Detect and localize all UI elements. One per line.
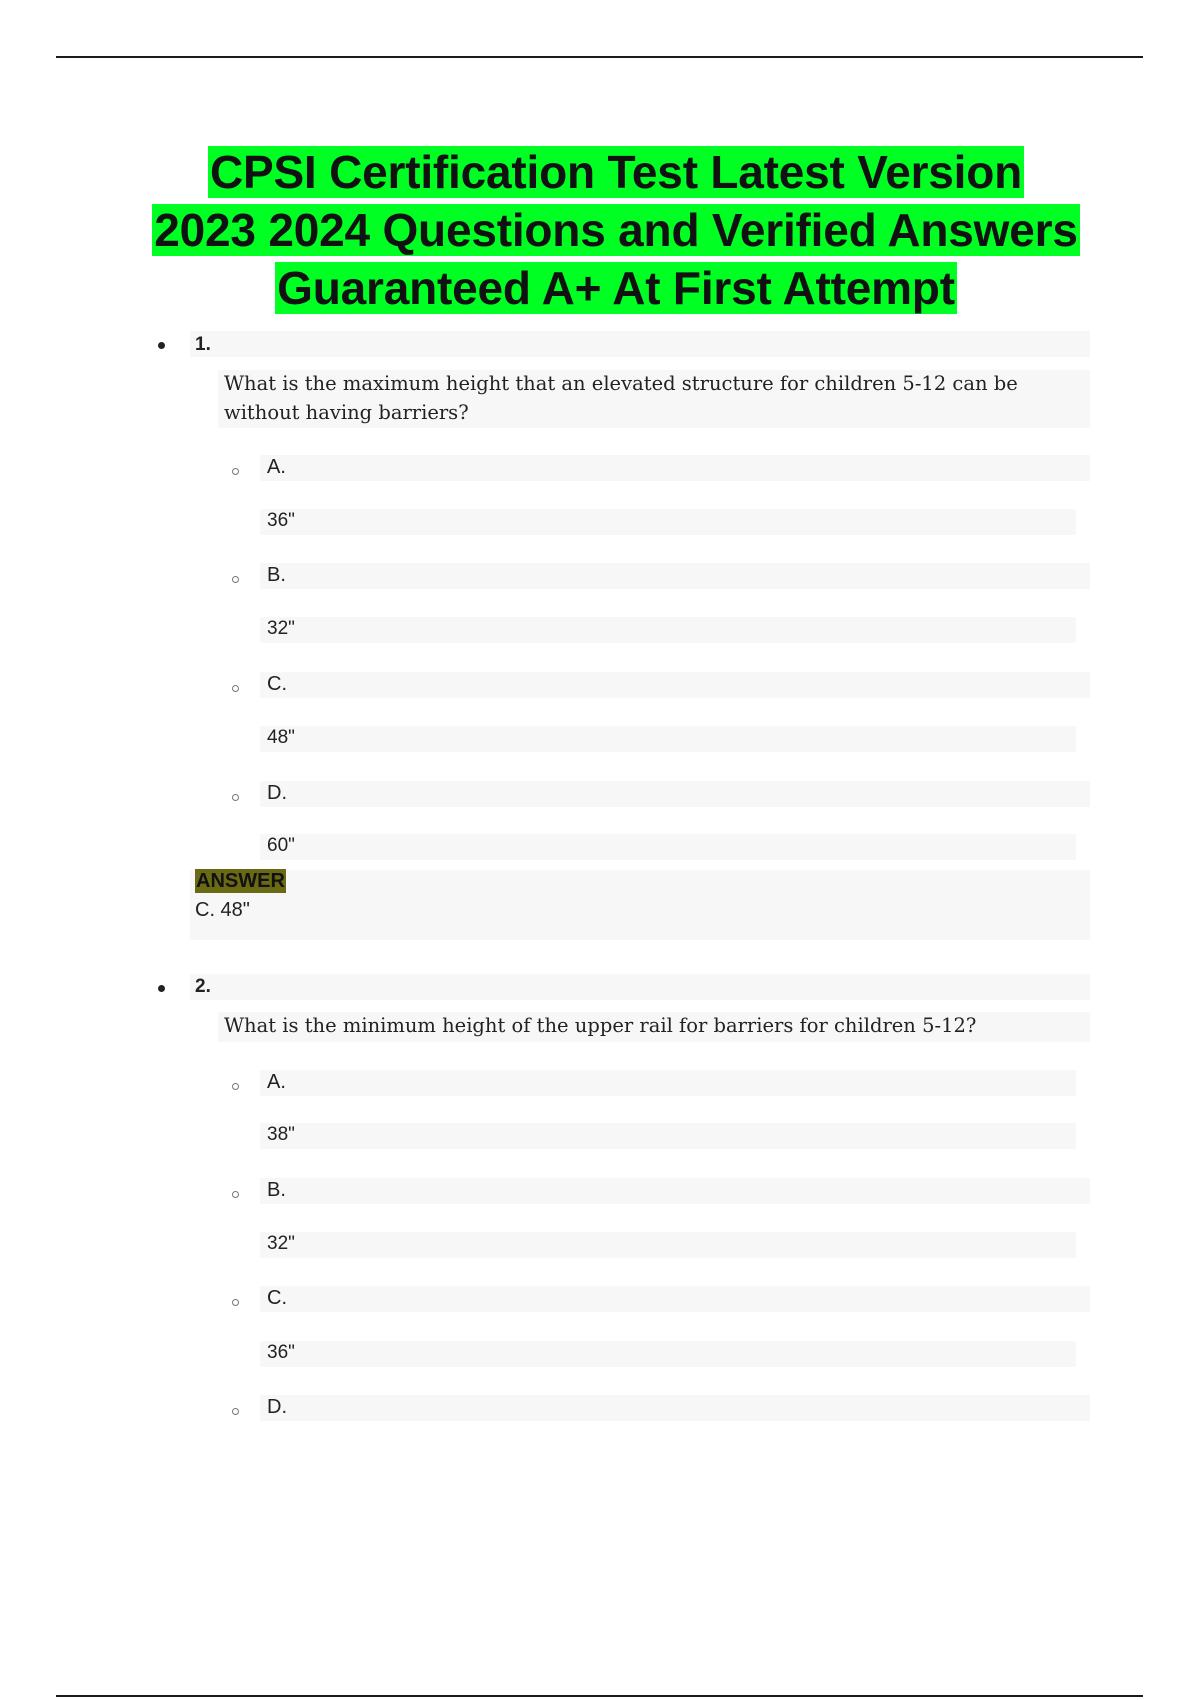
option-letter: B.	[267, 564, 286, 586]
option-letter: A.	[267, 456, 286, 478]
option-value: 36"	[267, 1342, 295, 1363]
bottom-rule	[56, 1695, 1143, 1697]
question-number: 2.	[195, 976, 211, 997]
option-value: 38"	[267, 1124, 295, 1145]
question-text: What is the minimum height of the upper rail for barriers for children 5-12?	[224, 1014, 977, 1037]
option-value: 36"	[267, 510, 295, 531]
question-text: What is the maximum height that an elevated structure for children 5-12 can be without having barriers?	[224, 372, 1018, 424]
option-value: 32"	[267, 1233, 295, 1254]
option-circle-icon	[232, 685, 239, 692]
option-circle-icon	[232, 468, 239, 475]
option-circle-icon	[232, 1083, 239, 1090]
bullet-icon	[158, 342, 165, 349]
bullet-icon	[158, 985, 165, 992]
option-letter: C.	[267, 673, 287, 695]
title-line-2: 2023 2024 Questions and Verified Answers	[154, 204, 1078, 256]
answer-label: ANSWER	[196, 870, 285, 892]
title-line-3: Guaranteed A+ At First Attempt	[277, 262, 955, 314]
option-letter: D.	[267, 782, 287, 804]
top-rule	[56, 56, 1143, 58]
answer-value: C. 48"	[195, 899, 250, 921]
option-value: 60"	[267, 835, 295, 856]
option-circle-icon	[232, 1408, 239, 1415]
option-circle-icon	[232, 1191, 239, 1198]
option-letter: D.	[267, 1396, 287, 1418]
title-line-1: CPSI Certification Test Latest Version	[209, 146, 1023, 198]
option-letter: B.	[267, 1179, 286, 1201]
document-title	[0, 143, 1200, 317]
option-letter: C.	[267, 1287, 287, 1309]
option-circle-icon	[232, 794, 239, 801]
question-number: 1.	[195, 334, 211, 355]
option-value: 32"	[267, 618, 295, 639]
option-circle-icon	[232, 576, 239, 583]
option-circle-icon	[232, 1299, 239, 1306]
option-letter: A.	[267, 1071, 286, 1093]
option-value: 48"	[267, 727, 295, 748]
